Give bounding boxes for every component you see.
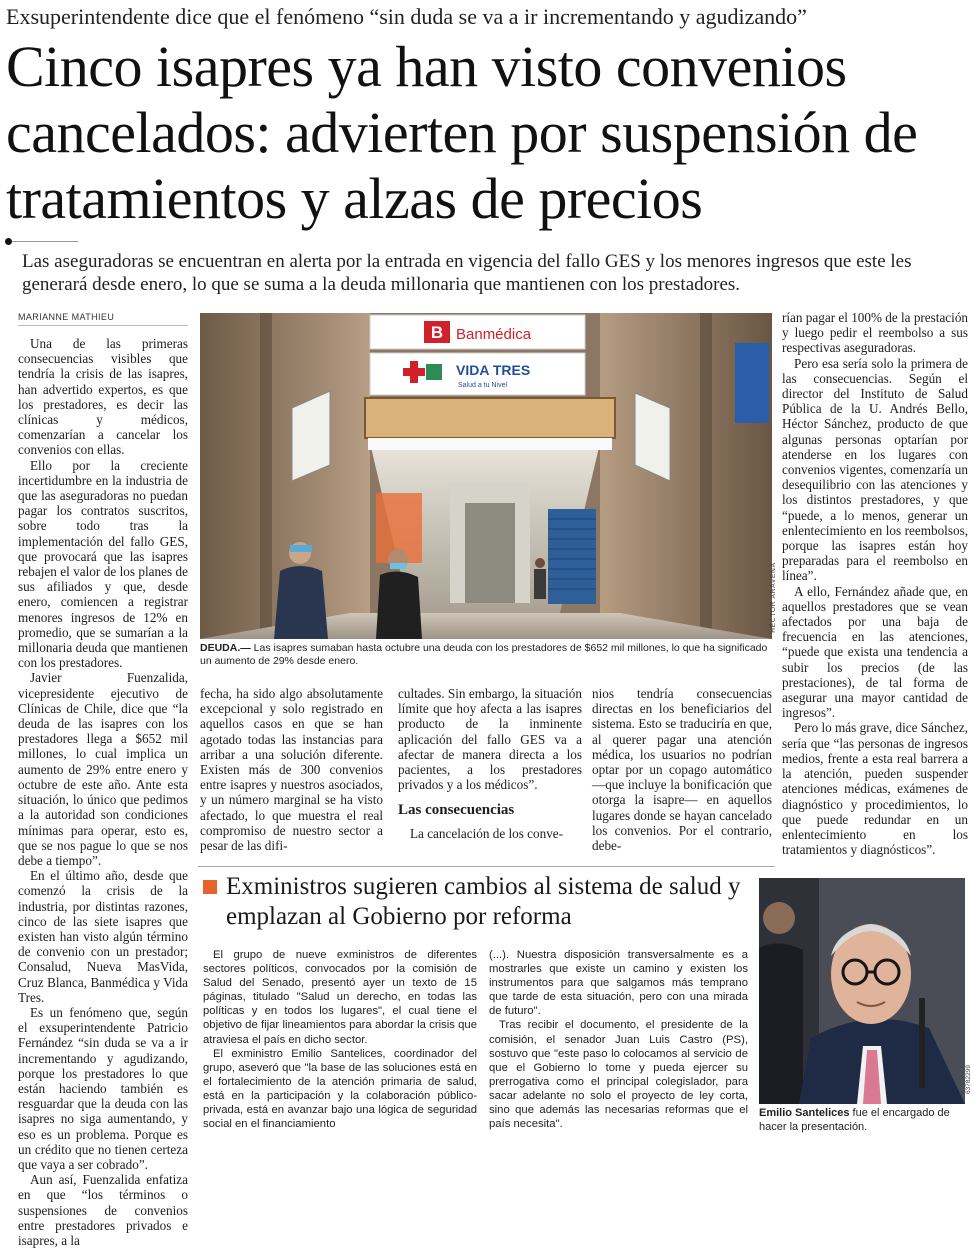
gallery-entrance-illustration <box>200 313 772 639</box>
sidebar-top-rule <box>198 866 775 867</box>
sidebar-column-1 <box>203 948 477 1131</box>
sidebar-accent-square <box>203 880 217 894</box>
paragraph: cultades. Sin embargo, la situación límite que hoy afecta a las isapres producto de la inminente aplicación del fallo GES va a afectar de manera directa a los pacientes, a los prestadores privados y a los médicos”. <box>398 686 582 793</box>
portrait-caption-name: Emilio Santelices <box>759 1107 850 1119</box>
paragraph: fecha, ha sido algo absolutamente excepcional y solo registrado en aquellos casos en que se han agotado todas las instancias para arribar a una solución diferente. Existen más de 300 convenios entre isapres y nuestros asociados, y un número marginal se ha visto afectado, lo que muestra el real compromiso de nuestro sector a pesar de las difi- <box>200 686 383 854</box>
article-column-3 <box>398 686 582 842</box>
paragraph: El exministro Emilio Santelices, coordinador del grupo, aseveró que "la base de las soluciones está en el fortalecimiento de la atención primaria de salud, está en la participación y la colaboración público-privada, está en avanzar bajo una lógica de seguridad social en el financiamiento <box>203 1047 477 1131</box>
paragraph: El grupo de nueve exministros de diferentes sectores políticos, convocados por la comisión de Salud del Senado, presentó ayer un texto de 15 páginas, titulado "Salud un derecho, en todas las políticas y en todos los lugares", el cual tiene el objetivo de fijar lineamientos para abordar la crisis que atraviesa el país en dicho sector. <box>203 949 477 1046</box>
article-column-5 <box>782 310 968 857</box>
article-column-2 <box>200 686 383 853</box>
portrait-illustration <box>759 878 965 1104</box>
paragraph: A ello, Fernández añade que, en aquellos prestadores que se vean afectados por una baja de frecuencia en las atenciones, “puede que exista una tendencia a subir los precios (de las prestaciones), de tal forma de asegurar una mayor cantidad de ingresos”. <box>782 583 968 721</box>
portrait-caption <box>759 1106 969 1134</box>
portrait-photo <box>759 878 965 1104</box>
sign-banmedica: Banmédica <box>456 326 532 343</box>
portrait-id: 63782299 <box>964 1065 972 1094</box>
photo-caption <box>200 642 772 668</box>
sidebar-column-2 <box>489 948 748 1131</box>
paragraph: nios tendría consecuencias directas en los beneficiarios del sistema. Esto se traduciría en que, al querer pagar una atención médica, los usuarios no podrían optar por un copago automático —que incluye la bonificación que otorga la isapre— en aquellos lugares donde se hayan cancelado los convenios. Por el contrario, debe- <box>592 686 772 854</box>
paragraph: En el último año, desde que comenzó la crisis de la industria, por distintas razones, cinco de las siete isapres que existen han visto algún término de convenio con un prestador; Consalud, Nueva MasVida, Cruz Blanca, Banmédica y Vida Tres. <box>18 868 188 1005</box>
portrait-caption-text: fue el encargado de hacer la presentación. <box>759 1107 950 1133</box>
kicker: Exsuperintendente dice que el fenómeno “sin duda se va a ir incrementando y agudizando” <box>6 4 807 29</box>
paragraph: Tras recibir el documento, el presidente de la comisión, el senador Juan Luis Castro (PS), sostuvo que "este paso lo colocamos al servicio de que el Gobierno lo tome y pueda ejercer su prerrogativa como el principal colegislador, para sacar adelante no solo el proyecto de ley corta, sino que además las necesarias reformas que el país necesita". <box>489 1019 748 1131</box>
svg-text:B: B <box>430 323 444 342</box>
section-subhead: Las consecuencias <box>398 802 515 819</box>
article-column-4 <box>592 686 772 853</box>
paragraph: Una de las primeras consecuencias visibles que tendría la crisis de las isapres, han advertido expertos, es que los prestadores, es decir las clínicas y médicos, comenzarían a cancelar los convenios con ellas. <box>18 336 188 458</box>
main-photo <box>200 313 772 639</box>
paragraph: Pero lo más grave, dice Sánchez, sería que “las personas de ingresos medios, frente a esta real barrera a la atención, pueden suspender atenciones médicas, exámenes de diagnóstico y procedimientos, lo que puede redundar en un enlentecimiento en los tratamientos y diagnósticos”. <box>782 720 968 858</box>
headline-rule <box>6 241 78 242</box>
paragraph: Aun así, Fuenzalida enfatiza en que “los términos o suspensiones de convenios entre prestadores privados e isapres, a la <box>18 1172 188 1248</box>
bullet-dot <box>5 238 12 245</box>
sidebar-title: Exministros sugieren cambios al sistema de salud y emplazan al Gobierno por reforma <box>226 873 741 930</box>
caption-text: Las isapres sumaban hasta octubre una deuda con los prestadores de $652 mil millones, lo que ha significado un aumento de 29% desde enero. <box>200 642 768 667</box>
caption-label: DEUDA.— <box>200 642 251 654</box>
paragraph: rían pagar el 100% de la prestación y luego pedir el reembolso a sus respectivas aseguradoras. <box>782 310 969 356</box>
paragraph: Javier Fuenzalida, vicepresidente ejecutivo de Clínicas de Chile, dice que “la deuda de las isapres con los prestadores llega a $652 mil millones, lo cual implica un aumento de 29% entre enero y octubre de este año. Ante esta situación, lo único que pedimos a la autoridad son condiciones mínimas para operar, esto es, que se nos pague lo que se nos debe a tiempo”. <box>18 670 188 868</box>
byline-rule <box>18 325 188 326</box>
headline: Cinco isapres ya han visto convenios cancelados: advierten por suspensión de tratamientos y alzas de precios <box>6 34 918 231</box>
paragraph: Es un fenómeno que, según el exsuperintendente Patricio Fernández “sin duda se va a ir incrementando y agudizando, porque los prestadores lo que están haciendo también es resguardar que la deuda con las isapres no siga aumentando, y eso es un problema. Porque es un crédito que no tienen certeza que vaya a ser cobrado”. <box>18 1004 188 1172</box>
sign-vidatres: VIDA TRES <box>456 362 531 378</box>
lead-paragraph: Las aseguradoras se encuentran en alerta por la entrada en vigencia del fallo GES y los menores ingresos que este les generará desde enero, lo que se suma a la deuda millonaria que mantienen con los prestadores. <box>22 251 912 295</box>
paragraph: Ello por la creciente incertidumbre en la industria de que las aseguradoras no puedan pagar los contratos suscritos, sobre todo tras la implementación del fallo GES, que provocará que las isapres rebajen el valor de los planes de sus afiliados y que, desde enero, comiencen a registrar menores ingresos de 12% en promedio, que se sumarían a la millonaria deuda que mantienen con los prestadores. <box>18 457 188 671</box>
byline: MARIANNE MATHIEU <box>18 312 115 322</box>
article-column-1 <box>18 336 188 1248</box>
paragraph: (...). Nuestra disposición transversalmente es a mostrarles que existe un camino y existen los instrumentos para que salgamos más temprano que tarde de esta situación, pero con una mirada de futuro". <box>489 949 748 1018</box>
paragraph: Pero esa sería solo la primera de las consecuencias. Según el director del Instituto de Salud Pública de la U. Andrés Bello, Héctor Sánchez, producto de que algunas personas optarían por atenderse en los lugares con convenios vigentes, comenzaría un desequilibrio con las atenciones y los distintos prestadores, y que “puede, a lo menos, generar un enlentecimiento en los reembolsos, porque las isapres están hoy preparadas para el reembolso en línea”. <box>782 355 968 584</box>
photo-credit: HÉCTOR ARAVENA <box>769 562 777 633</box>
sign-vidatres-tagline: Salud a tu Nivel <box>458 382 508 389</box>
paragraph: La cancelación de los conve- <box>410 826 564 842</box>
